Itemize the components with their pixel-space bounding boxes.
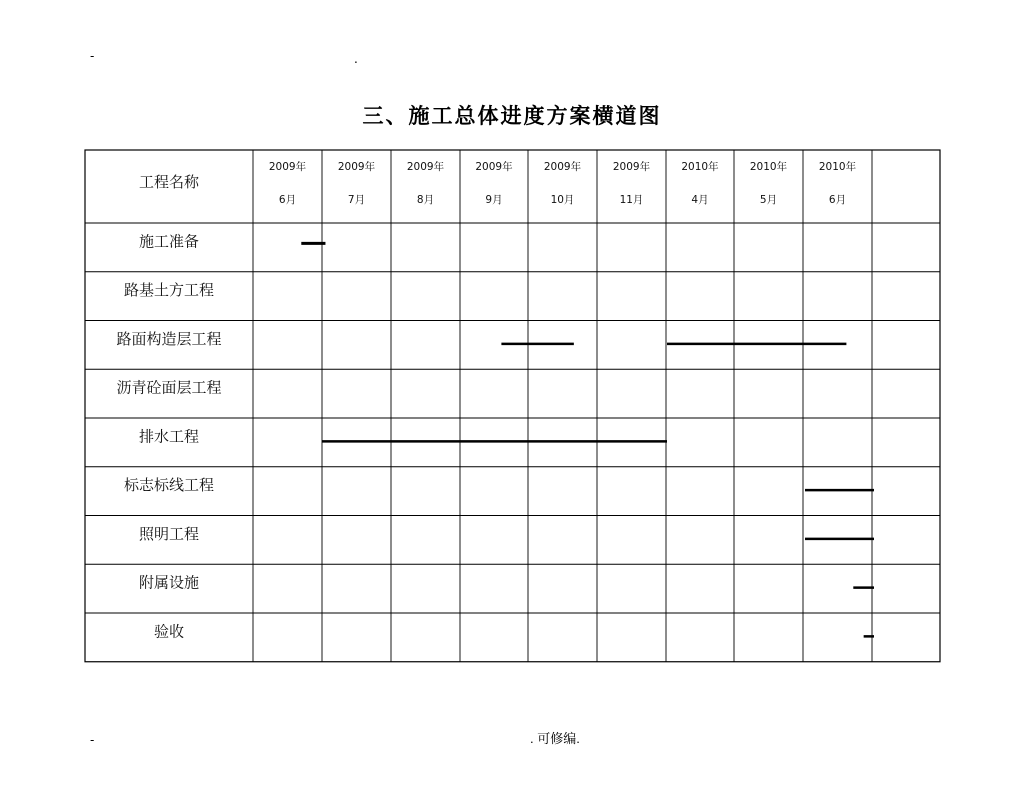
header-month: 7月 [347, 194, 366, 206]
footer-note: . 可修编. [530, 731, 580, 746]
task-name: 照明工程 [138, 524, 200, 543]
page-title: 三、施工总体进度方案横道图 [362, 103, 662, 128]
task-name: 附属设施 [138, 573, 200, 592]
header-month: 9月 [485, 194, 503, 206]
header-task-name: 工程名称 [138, 173, 200, 191]
header-month: 10月 [550, 194, 575, 206]
header-year: 2009年 [475, 161, 513, 173]
task-name: 排水工程 [138, 427, 200, 446]
task-name: 路基土方工程 [123, 281, 215, 300]
corner-mark-top-left: - [90, 49, 95, 63]
header-month: 11月 [619, 194, 644, 206]
task-name: 验收 [153, 622, 185, 641]
header-year: 2010年 [818, 161, 857, 173]
header-year: 2009年 [406, 161, 445, 173]
header-year: 2009年 [268, 161, 307, 173]
header-year: 2009年 [337, 161, 376, 173]
header-month: 6月 [828, 194, 847, 206]
task-name: 沥青砼面层工程 [116, 378, 222, 397]
header-year: 2009年 [543, 161, 582, 173]
task-name: 标志标线工程 [123, 476, 215, 495]
header-year: 2009年 [612, 161, 651, 173]
task-name: 路面构造层工程 [116, 329, 222, 348]
header-month: 8月 [416, 194, 435, 206]
task-name: 施工准备 [138, 232, 200, 251]
corner-mark-bottom-left: - [90, 733, 95, 747]
table-border [85, 150, 940, 662]
header-month: 6月 [278, 194, 297, 206]
header-month: 4月 [691, 194, 709, 206]
header-year: 2010年 [749, 161, 788, 173]
corner-mark-top-center: . [354, 52, 358, 66]
header-month: 5月 [759, 194, 778, 206]
header-year: 2010年 [681, 161, 719, 173]
